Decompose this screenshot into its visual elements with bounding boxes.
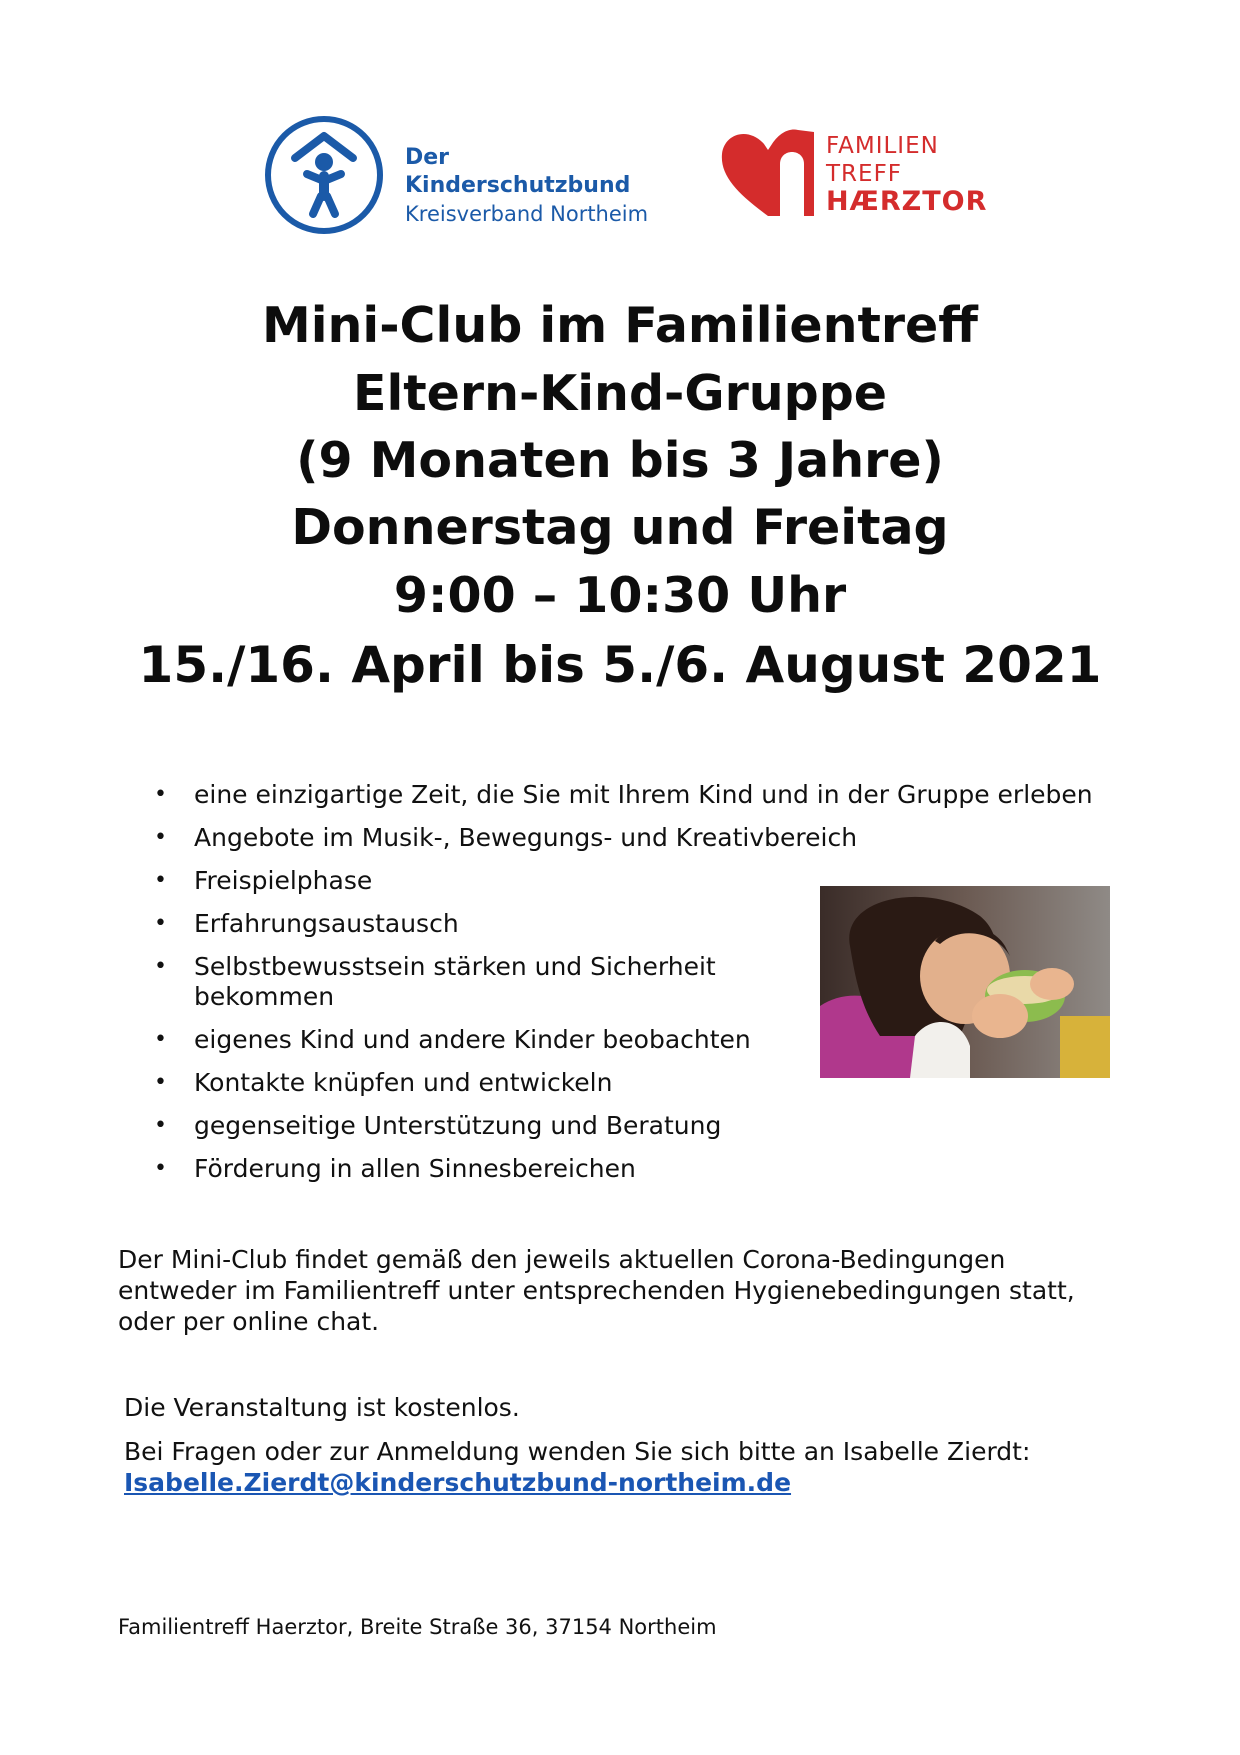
headline-time: 9:00 – 10:30 Uhr <box>393 567 847 624</box>
list-item: • Förderung in allen Sinnesbereichen <box>150 1154 1110 1184</box>
contact-block <box>124 1436 1124 1498</box>
list-item: • eigenes Kind und andere Kinder beobachten <box>150 1025 1110 1055</box>
child-eating-photo <box>820 886 1110 1078</box>
list-item: • Freispielphase <box>150 866 1110 896</box>
familientreff-line2: TREFF <box>826 161 903 187</box>
headline-subtitle: Eltern-Kind-Gruppe <box>352 365 888 422</box>
kinderschutzbund-name: Der Kinderschutzbund <box>405 145 631 198</box>
headline-block <box>0 292 1240 700</box>
familientreff-logo <box>718 124 1018 234</box>
list-item: • eine einzigartige Zeit, die Sie mit Ihrem Kind und in der Gruppe erleben <box>150 780 1110 810</box>
footer-address: Familientreff Haerztor, Breite Straße 36, 37154 Northeim <box>118 1615 717 1639</box>
familientreff-line3: HÆRZTOR <box>826 186 988 217</box>
list-item: • Selbstbewusstsein stärken und Sicherheit bekommen <box>150 952 834 1012</box>
headline-title: Mini-Club im Familientreff <box>261 297 978 354</box>
kinderschutzbund-logo <box>263 114 663 234</box>
headline-age-range: (9 Monaten bis 3 Jahre) <box>296 432 944 489</box>
list-item: • Erfahrungsaustausch <box>150 909 1110 939</box>
contact-text: Bei Fragen oder zur Anmeldung wenden Sie sich bitte an Isabelle Zierdt: <box>124 1437 1031 1466</box>
heart-gate-icon <box>718 124 822 224</box>
familientreff-line1: FAMILIEN <box>826 133 939 159</box>
contact-email-link[interactable]: Isabelle.Zierdt@kinderschutzbund-northeim.de <box>124 1468 792 1497</box>
list-item: • Kontakte knüpfen und entwickeln <box>150 1068 1110 1098</box>
list-item: • gegenseitige Unterstützung und Beratung <box>150 1111 1110 1141</box>
headline-dates: 15./16. April bis 5./6. August 2021 <box>138 636 1102 694</box>
headline-days: Donnerstag und Freitag <box>291 499 949 556</box>
child-house-icon <box>263 114 385 236</box>
info-paragraph: Der Mini-Club findet gemäß den jeweils aktuellen Corona-Bedingungen entweder im Familientreff unter entsprechenden Hygienebedingungen statt, oder per online chat. <box>118 1245 1075 1336</box>
list-item: • Angebote im Musik-, Bewegungs- und Kreativbereich <box>150 823 1110 853</box>
kinderschutzbund-subtitle: Kreisverband Northeim <box>405 202 649 226</box>
free-of-charge-text: Die Veranstaltung ist kostenlos. <box>124 1393 520 1422</box>
